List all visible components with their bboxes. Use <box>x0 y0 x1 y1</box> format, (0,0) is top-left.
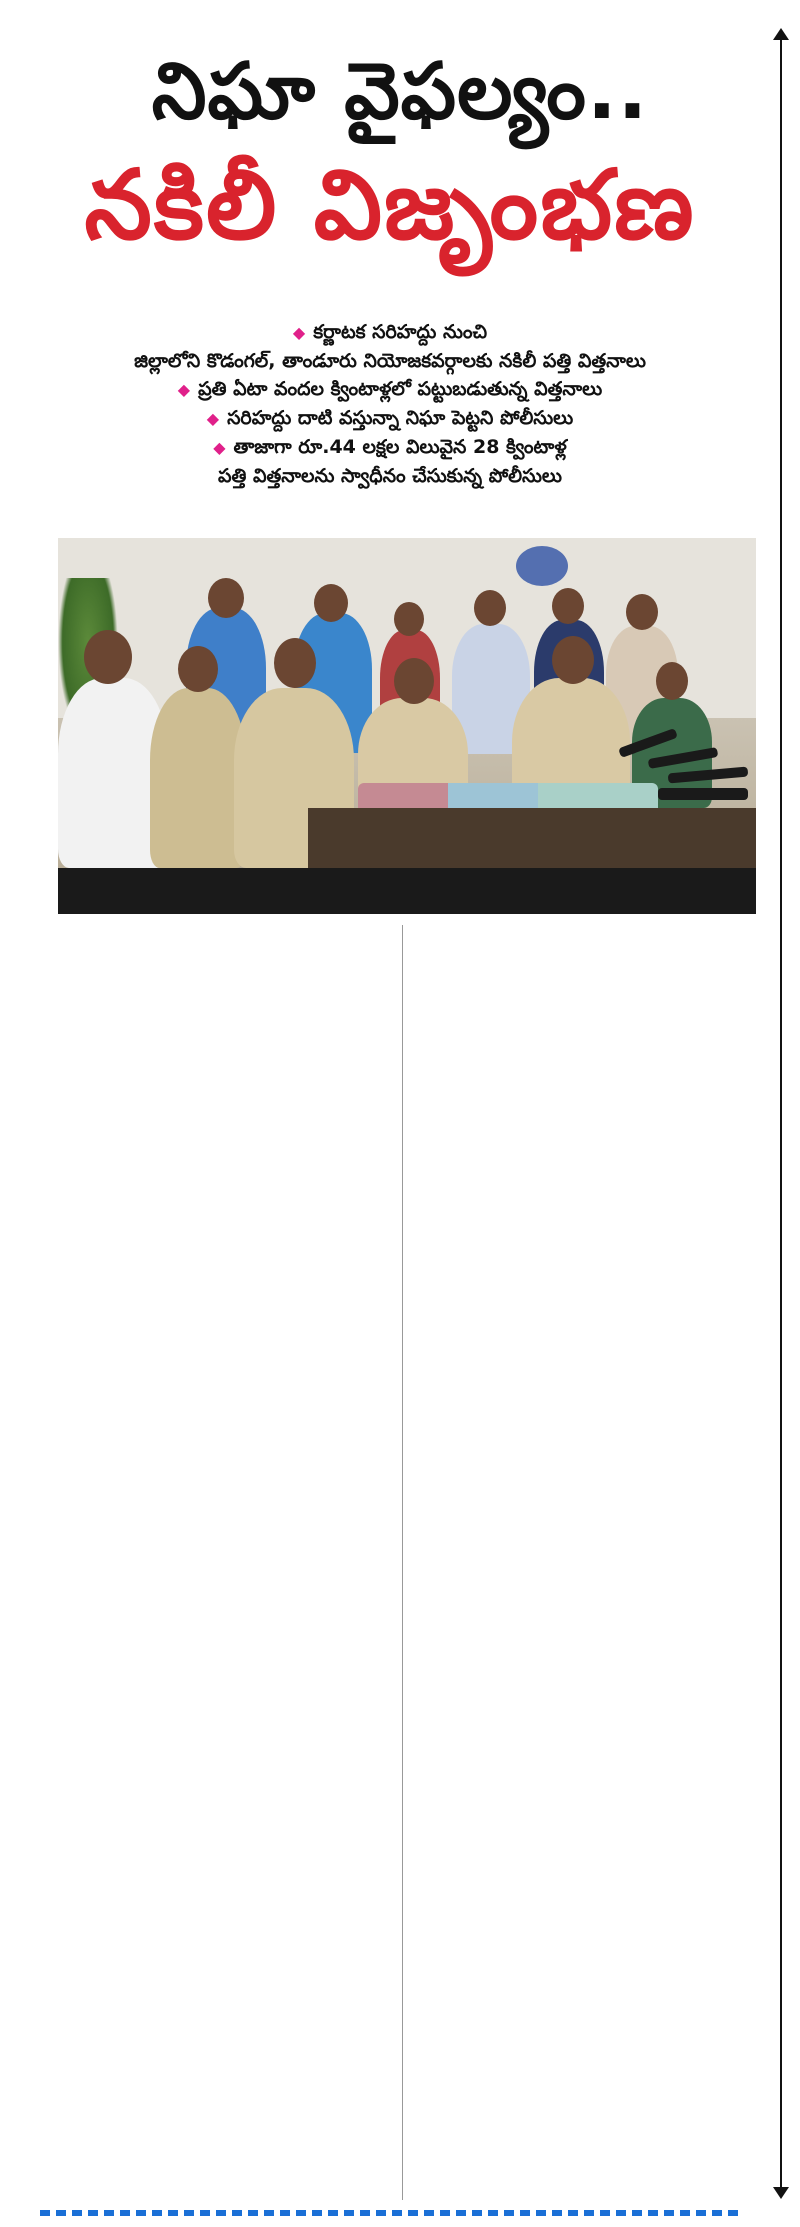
bottom-dashed-rule <box>40 2210 740 2216</box>
photo-person-head <box>314 584 348 622</box>
diamond-icon: ◆ <box>206 409 220 428</box>
photo-person-head <box>208 578 244 618</box>
press-conference-photo <box>58 538 756 868</box>
article-column-right <box>410 925 750 935</box>
photo-person-head <box>178 646 218 692</box>
bullet-3: ◆ సరిహద్దు దాటి వస్తున్నా నిఘా పెట్టని పోలీసులు <box>206 407 574 429</box>
photo-person-head <box>474 590 506 626</box>
column-divider <box>402 925 403 2200</box>
article-column-left <box>60 925 400 947</box>
photo-table <box>308 808 756 868</box>
bullet-2: ◆ ప్రతి ఏటా వందల క్వింటాళ్లలో పట్టుబడుతున్న విత్తనాలు <box>177 378 603 400</box>
vertical-arrow-rule <box>780 40 782 2187</box>
bullet-1-cont: జిల్లాలోని కొడంగల్, తాండూరు నియోజకవర్గాలకు నకిలీ పత్తి విత్తనాలు <box>134 350 646 372</box>
photo-person-head <box>394 602 424 636</box>
microphone-icon <box>658 788 748 800</box>
headline-line-1: నిఘా వైఫల్యం.. <box>151 47 649 137</box>
photo-person-head <box>552 588 584 624</box>
bullet-1: ◆ కర్ణాటక సరిహద్దు నుంచి <box>292 321 488 343</box>
photo-person-head <box>394 658 434 704</box>
photo-person-head <box>626 594 658 630</box>
photo-person-head <box>274 638 316 688</box>
headline-line-2: నకిలీ విజృంభణ <box>84 149 696 261</box>
photo-person-head <box>656 662 688 700</box>
diamond-icon: ◆ <box>213 438 226 457</box>
sub-headline-bullets <box>30 318 750 490</box>
photo-person-head <box>84 630 132 684</box>
bullet-4: ◆ తాజాగా రూ.44 లక్షల విలువైన 28 క్వింటాళ్ల <box>213 436 567 458</box>
diamond-icon: ◆ <box>292 323 306 342</box>
photo-caption <box>58 868 756 914</box>
bullet-4-cont: పత్తి విత్తనాలను స్వాధీనం చేసుకున్న పోలీసులు <box>218 465 562 487</box>
photo-person <box>150 688 246 868</box>
police-emblem-icon <box>516 546 568 586</box>
diamond-icon: ◆ <box>177 380 191 399</box>
photo-person-head <box>552 636 594 684</box>
